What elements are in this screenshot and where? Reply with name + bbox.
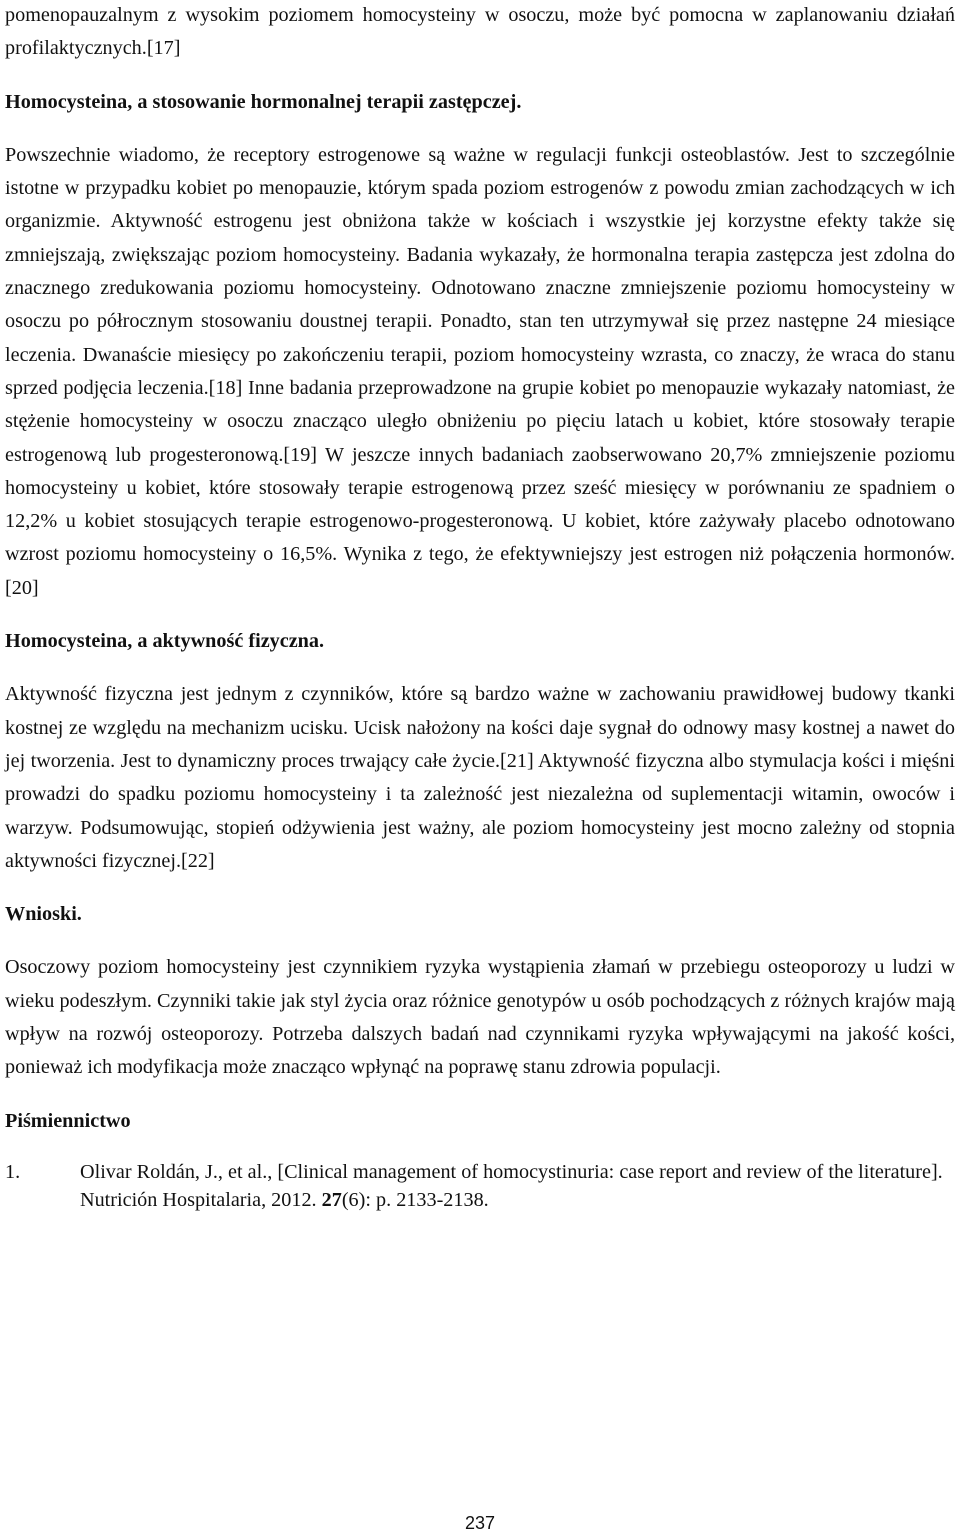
page-number: 237 bbox=[464, 1513, 496, 1533]
references-heading: Piśmiennictwo bbox=[5, 1109, 131, 1132]
reference-volume: 27 bbox=[321, 1188, 342, 1211]
reference-item bbox=[5, 1158, 955, 1214]
hrt-heading: Homocysteina, a stosowanie hormonalnej terapii zastępczej. bbox=[5, 90, 522, 113]
document-page bbox=[5, 0, 955, 1214]
reference-number: 1. bbox=[5, 1160, 21, 1183]
activity-paragraph: Aktywność fizyczna jest jednym z czynników, które są bardzo ważne w zachowaniu prawidłowej budowy tkanki kostnej ze względu na mechanizm ucisku. Ucisk nałożony na kości daje sygnał do odnowy masy kostnej a nawet do jej tworzenia. Jest to dynamiczny proces trwający całe życie.[21] Aktywność fizyczna albo stymulacja kości i mięśni prowadzi do spadku poziomu homocysteiny i ta zależność jest niezależna od suplementacji witamin, owoców i warzyw. Podsumowując, stopień odżywienia jest ważny, ale poziom homocysteiny jest mocno zależny od stopnia aktywności fizycznej.[22] bbox=[5, 683, 955, 872]
reference-text bbox=[80, 1158, 955, 1214]
conclusions-heading: Wnioski. bbox=[5, 903, 82, 926]
references-list bbox=[5, 1158, 955, 1214]
reference-text-pages: (6): p. 2133-2138. bbox=[341, 1188, 489, 1211]
conclusions-paragraph: Osoczowy poziom homocysteiny jest czynnikiem ryzyka wystąpienia złamań w przebiegu osteoporozy u ludzi w wieku podeszłym. Czynniki takie jak styl życia oraz różnice genotypów u osób pochodzących z różnych krajów mają wpływ na rozwój osteoporozy. Potrzeba dalszych badań nad czynnikami ryzyka wpływającymi na jakość kości, ponieważ ich modyfikacja może znacząco wpłynąć na poprawę stanu zdrowia populacji. bbox=[5, 956, 955, 1079]
activity-heading: Homocysteina, a aktywność fizyczna. bbox=[5, 630, 325, 653]
hrt-paragraph: Powszechnie wiadomo, że receptory estrogenowe są ważne w regulacji funkcji osteoblastów. Jest to szczególnie istotne w przypadku kobiet po menopauzie, którym spada poziom estrogenów z powodu zmian zachodzących w ich organizmie. Aktywność estrogenu jest obniżona także w kościach i wszystkie jej korzystne efekty także się zmniejszają, zwiększając poziom homocysteiny. Badania wykazały, że hormonalna terapia zastępcza jest zdolna do znacznego zredukowania poziomu homocysteiny. Odnotowano znaczne zmniejszenie poziomu homocysteiny w osoczu po półrocznym stosowaniu doustnej terapii. Ponadto, stan ten utrzymywał się przez następne 24 miesiące leczenia. Dwanaście miesięcy po zakończeniu terapii, poziom homocysteiny wzrasta, co znaczy, że wraca do stanu sprzed podjęcia leczenia.[18] Inne badania przeprowadzone na grupie kobiet po menopauzie wykazały natomiast, że stężenie homocysteiny w osoczu znacząco uległo obniżeniu po pięciu latach u kobiet, które stosowały terapie estrogenową lub progesteronową.[19] W jeszcze innych badaniach zaobserwowano 20,7% zmniejszenie poziomu homocysteiny u kobiet, które stosowały terapie estrogenową przez sześć miesięcy w porównaniu ze spadniem o 12,2% u kobiet stosujących terapie estrogenowo-progesteronową. U kobiet, które zażywały placebo odnotowano wzrost poziomu homocysteiny o 16,5%. Wynika z tego, że efektywniejszy jest estrogen niż połączenia hormonów.[20] bbox=[5, 143, 955, 599]
intro-paragraph: pomenopauzalnym z wysokim poziomem homocysteiny w osoczu, może być pomocna w zaplanowaniu działań profilaktycznych.[17] bbox=[5, 4, 955, 60]
reference-text-main: Olivar Roldán, J., et al., [Clinical management of homocystinuria: case report and review of the literature]. Nutrición Hospitalaria, 2012. bbox=[80, 1160, 943, 1211]
